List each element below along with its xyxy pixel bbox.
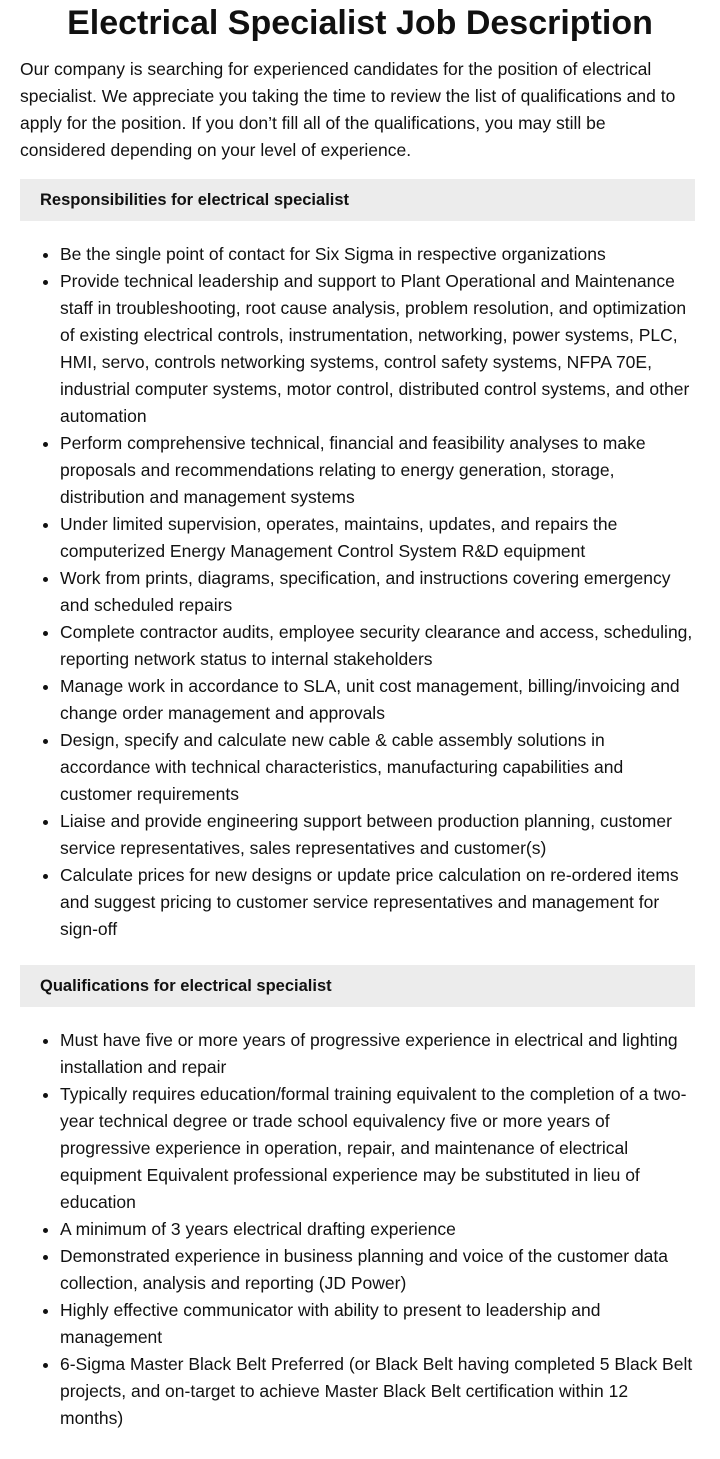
- responsibilities-list: [20, 241, 696, 943]
- list-item: • Design, specify and calculate new cable & cable assembly solutions in accordance with technical characteristics, manufacturing capabilities and customer requirements: [60, 727, 696, 808]
- list-item: • Provide technical leadership and support to Plant Operational and Maintenance staff in troubleshooting, root cause analysis, problem resolution, and optimization of existing electrical controls, instrumentation, networking, power systems, PLC, HMI, servo, controls networking systems, control safety systems, NFPA 70E, industrial computer systems, motor control, distributed control systems, and other automation: [60, 268, 696, 430]
- list-item: • Liaise and provide engineering support between production planning, customer service representatives, sales representatives and customer(s): [60, 808, 696, 862]
- responsibilities-heading: Responsibilities for electrical specialist: [20, 179, 695, 221]
- list-item: • Calculate prices for new designs or update price calculation on re-ordered items and suggest pricing to customer service representatives and management for sign-off: [60, 862, 696, 943]
- page-title: Electrical Specialist Job Description: [67, 4, 653, 42]
- list-item: • Work from prints, diagrams, specification, and instructions covering emergency and scheduled repairs: [60, 565, 696, 619]
- list-item: • Must have five or more years of progressive experience in electrical and lighting installation and repair: [60, 1027, 696, 1081]
- qualifications-heading: Qualifications for electrical specialist: [20, 965, 695, 1007]
- intro-paragraph: Our company is searching for experienced candidates for the position of electrical specialist. We appreciate you taking the time to review the list of qualifications and to apply for the position. If you don’t fill all of the qualifications, you may still be considered depending on your level of experience.: [20, 59, 676, 160]
- list-item: • Perform comprehensive technical, financial and feasibility analyses to make proposals and recommendations relating to energy generation, storage, distribution and management systems: [60, 430, 696, 511]
- list-item: • A minimum of 3 years electrical drafting experience: [60, 1216, 696, 1243]
- list-item: • Manage work in accordance to SLA, unit cost management, billing/invoicing and change order management and approvals: [60, 673, 696, 727]
- list-item: • 6-Sigma Master Black Belt Preferred (or Black Belt having completed 5 Black Belt projects, and on-target to achieve Master Black Belt certification within 12 months): [60, 1351, 696, 1432]
- qualifications-list: [20, 1027, 696, 1432]
- list-item: • Be the single point of contact for Six Sigma in respective organizations: [60, 241, 696, 268]
- list-item: • Under limited supervision, operates, maintains, updates, and repairs the computerized Energy Management Control System R&D equipment: [60, 511, 696, 565]
- list-item: • Demonstrated experience in business planning and voice of the customer data collection, analysis and reporting (JD Power): [60, 1243, 696, 1297]
- list-item: • Typically requires education/formal training equivalent to the completion of a two-year technical degree or trade school equivalency five or more years of progressive experience in operation, repair, and maintenance of electrical equipment Equivalent professional experience may be substituted in lieu of education: [60, 1081, 696, 1216]
- list-item: • Complete contractor audits, employee security clearance and access, scheduling, reporting network status to internal stakeholders: [60, 619, 696, 673]
- list-item: • Highly effective communicator with ability to present to leadership and management: [60, 1297, 696, 1351]
